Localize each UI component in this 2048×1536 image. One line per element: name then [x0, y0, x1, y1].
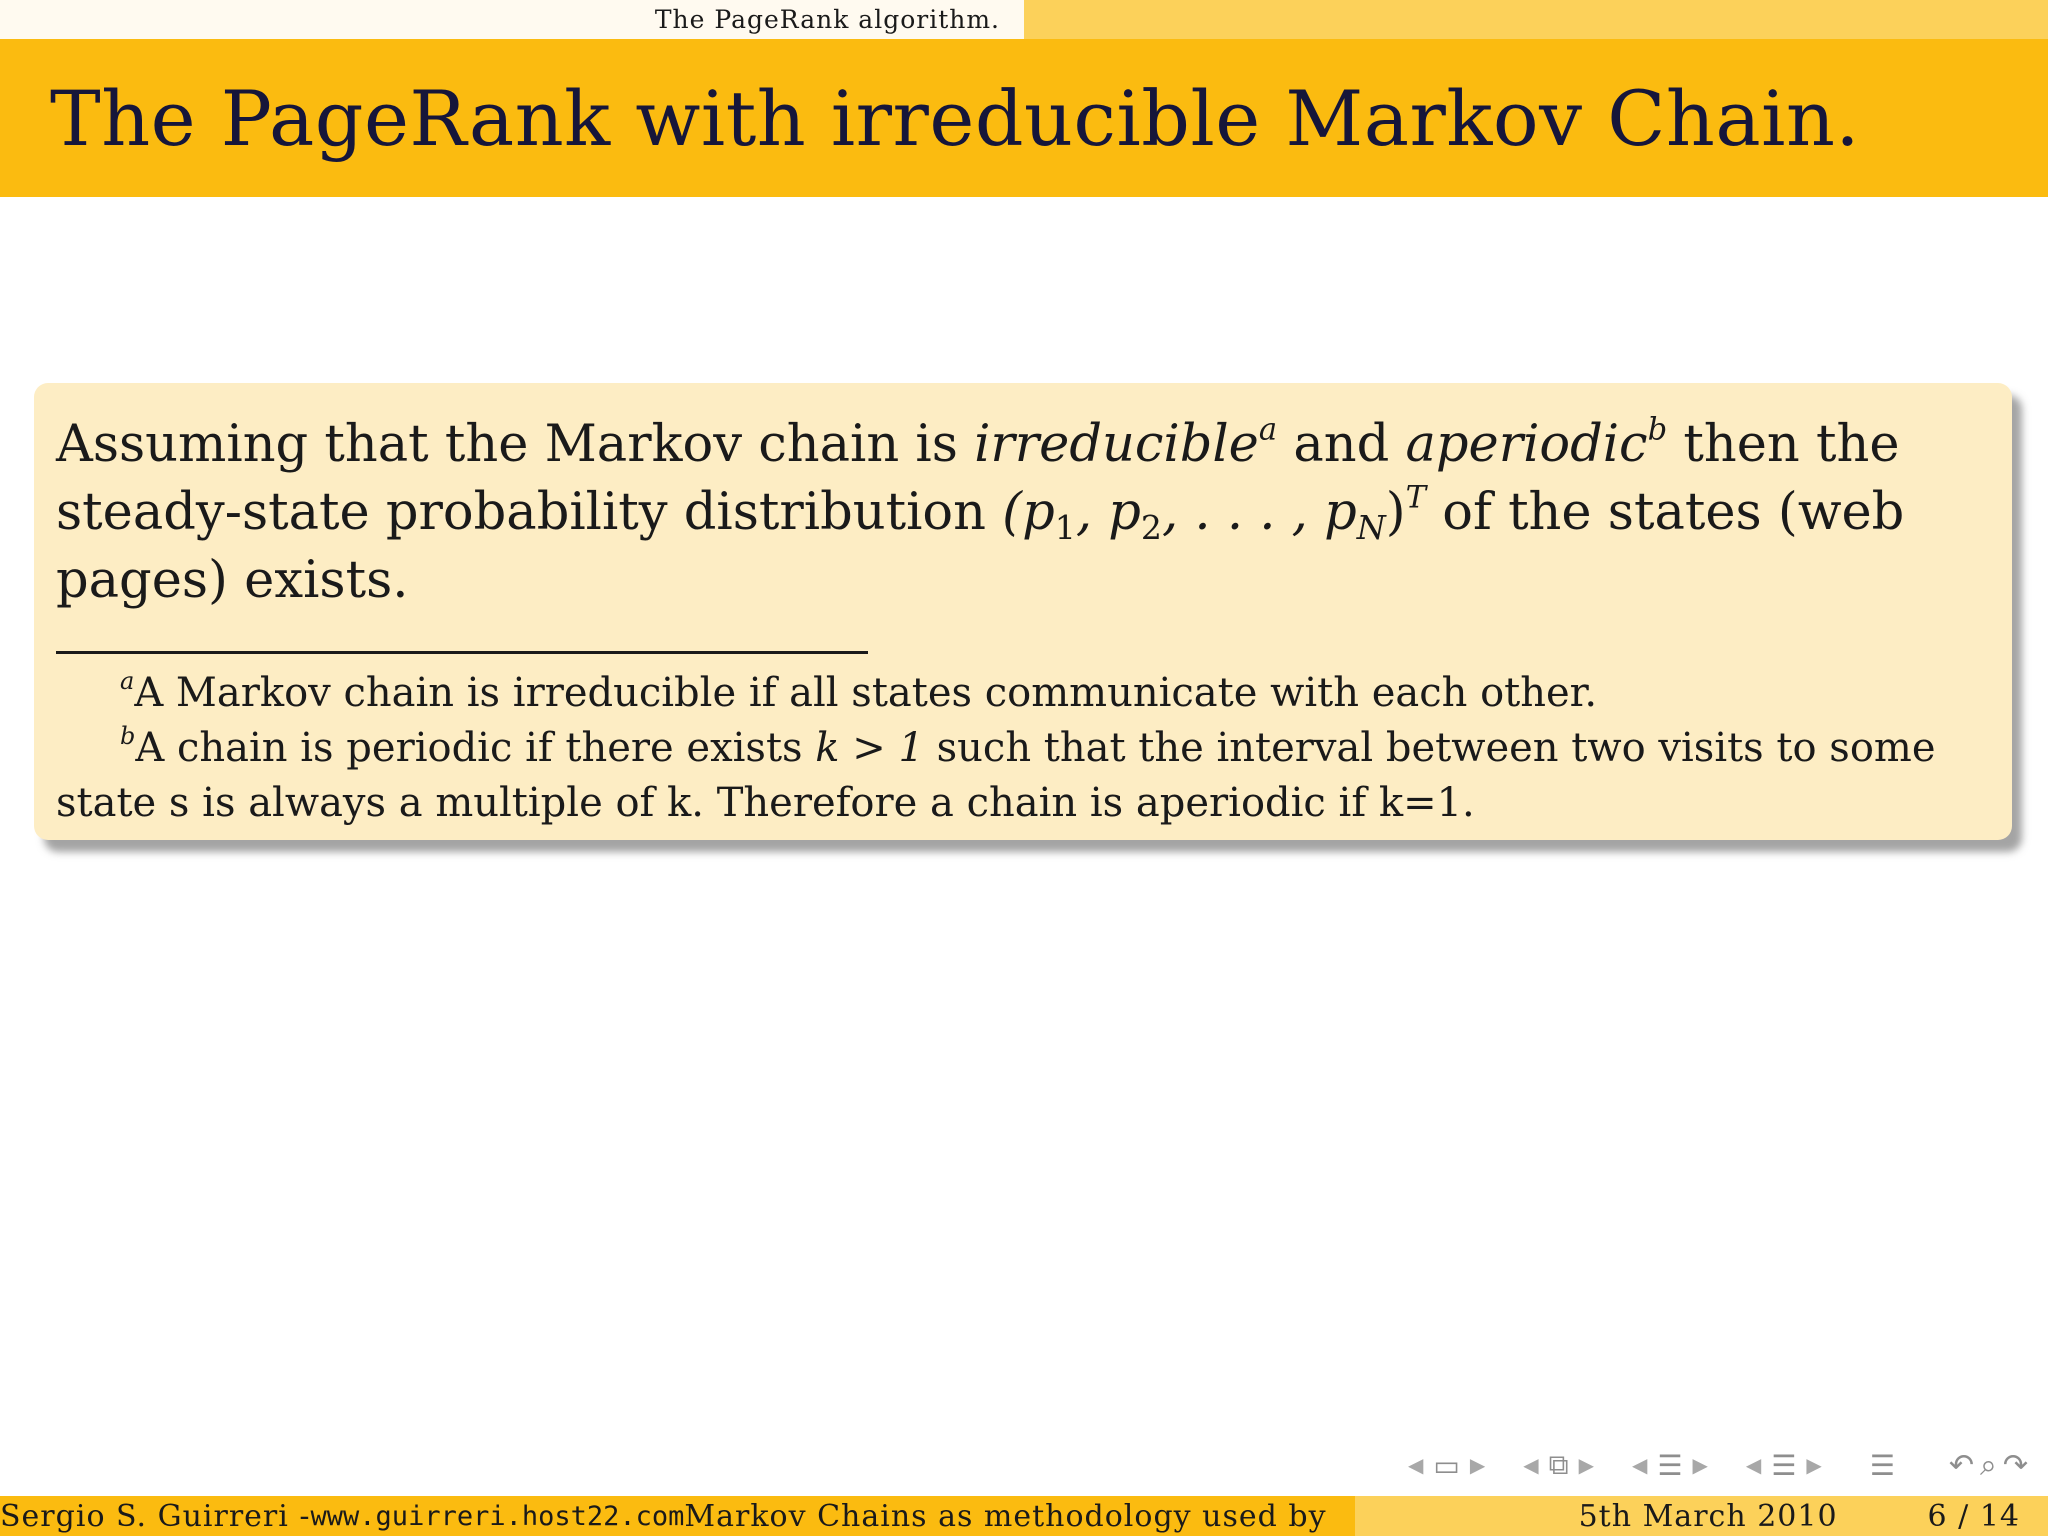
appendix-nav[interactable] — [1860, 1449, 1905, 1482]
term-aperiodic: aperiodic — [1405, 415, 1648, 474]
math-open: (p — [1002, 483, 1055, 542]
appendix-nav-icon[interactable]: ☰ — [1869, 1448, 1895, 1482]
body-line-2 — [56, 479, 1990, 547]
headline-subsection-area — [1024, 0, 2048, 39]
body-text: steady-state probability distribution — [56, 483, 1003, 542]
math-sep: , p — [1075, 483, 1141, 542]
document-nav-icon[interactable]: ☰ — [1771, 1448, 1797, 1482]
footnote-mark-a[interactable]: a — [1258, 412, 1278, 448]
footnote-rule — [56, 651, 868, 654]
footnote-b-math: k > 1 — [815, 725, 924, 771]
short-title: Markov Chains as methodology used by — [684, 1498, 1327, 1534]
term-irreducible: irreducible — [974, 415, 1259, 474]
left-arrow-icon[interactable]: ◀ — [1523, 1453, 1539, 1477]
content-block — [34, 383, 2012, 840]
right-arrow-icon[interactable]: ▶ — [1692, 1453, 1708, 1477]
right-arrow-icon[interactable]: ▶ — [1469, 1453, 1486, 1477]
footnote-a-text: A Markov chain is irreducible if all states communicate with each other. — [134, 670, 1598, 716]
footnote-b-mark: b — [120, 722, 136, 751]
footnote-b-continued: state s is always a multiple of k. Therefore a chain is aperiodic if k=1. — [56, 780, 1475, 826]
history-controls — [1943, 1448, 2028, 1483]
section-name[interactable]: The PageRank algorithm. — [654, 5, 1000, 34]
frame-title-bar — [0, 39, 2048, 197]
block-body — [56, 411, 1990, 615]
math-sep: , . . . , p — [1161, 483, 1357, 542]
footnote-a — [56, 666, 1990, 721]
footnote-b-text: A chain is periodic if there exists — [135, 725, 816, 771]
section-nav-icon[interactable]: ☰ — [1657, 1448, 1683, 1482]
back-icon[interactable]: ↶ — [1948, 1447, 1975, 1483]
left-arrow-icon[interactable]: ◀ — [1745, 1453, 1762, 1477]
forward-icon[interactable]: ↷ — [2002, 1447, 2028, 1483]
math-sub: N — [1356, 507, 1386, 547]
footnote-mark-b[interactable]: b — [1647, 412, 1668, 448]
author-name: Sergio S. Guirreri - — [0, 1498, 311, 1534]
math-sub: 1 — [1054, 507, 1076, 547]
math-close: ) — [1385, 483, 1406, 542]
navigation-symbols — [1370, 1445, 2028, 1485]
footnote-b-text: such that the interval between two visits to some — [923, 725, 1936, 771]
section-nav[interactable] — [1632, 1449, 1708, 1482]
author-url[interactable]: www.guirreri.host22.com — [310, 1500, 685, 1532]
body-text: then the — [1667, 415, 1900, 474]
math-sub: 2 — [1140, 507, 1162, 547]
footline — [0, 1496, 2048, 1536]
subsection-nav[interactable] — [1523, 1448, 1594, 1482]
body-line-1 — [56, 411, 1990, 479]
presentation-date: 5th March 2010 — [1578, 1498, 1838, 1534]
footline-right — [1355, 1496, 2048, 1536]
footnote-b — [56, 721, 1990, 776]
headline — [0, 0, 2048, 39]
footnote-a-mark: a — [120, 667, 135, 696]
body-line-3: pages) exists. — [56, 551, 409, 610]
frame-title: The PageRank with irreducible Markov Chain. — [50, 73, 1861, 163]
right-arrow-icon[interactable]: ▶ — [1806, 1453, 1822, 1477]
body-text: Assuming that the Markov chain is — [56, 415, 975, 474]
left-arrow-icon[interactable]: ◀ — [1632, 1453, 1648, 1477]
headline-section-area — [0, 0, 1024, 39]
body-text: and — [1277, 415, 1406, 474]
body-text: of the states (web — [1426, 483, 1905, 542]
distribution-vector — [1002, 480, 1427, 547]
subsection-nav-icon[interactable]: ⧉ — [1548, 1448, 1569, 1481]
transpose-mark: T — [1405, 480, 1427, 516]
frame-nav[interactable] — [1408, 1449, 1485, 1482]
frame-nav-icon[interactable]: ▭ — [1433, 1448, 1460, 1482]
right-arrow-icon[interactable]: ▶ — [1578, 1453, 1595, 1477]
page-number: 6 / 14 — [1927, 1498, 2020, 1534]
left-arrow-icon[interactable]: ◀ — [1407, 1453, 1424, 1477]
document-nav[interactable] — [1746, 1449, 1822, 1482]
footline-left — [0, 1496, 1355, 1536]
search-icon[interactable]: ⌕ — [1980, 1447, 1997, 1483]
